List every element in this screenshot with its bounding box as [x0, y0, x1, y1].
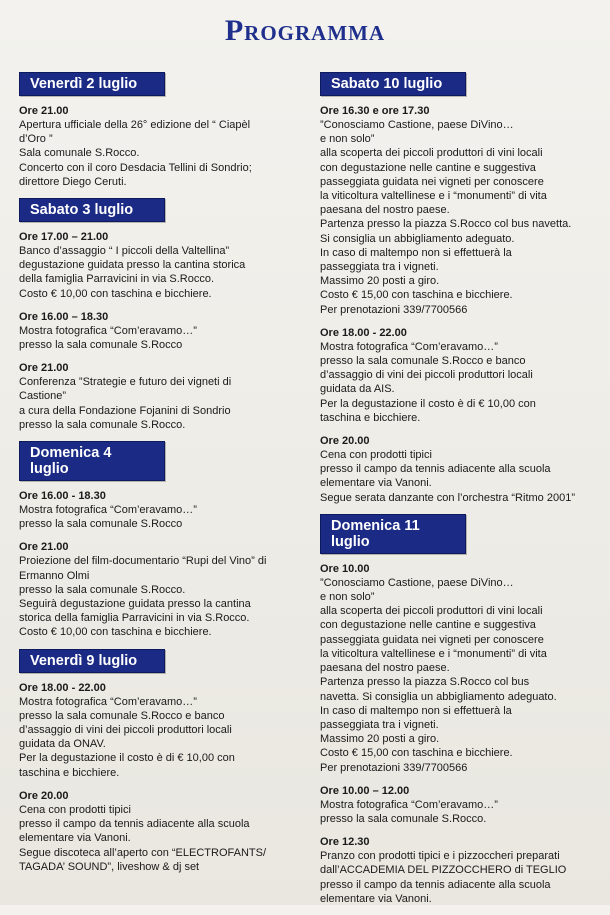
event [19, 489, 299, 531]
event [320, 562, 598, 775]
event-text-line: la viticoltura valtellinese e i “monumenti” di vita [320, 647, 547, 660]
event-text-line: Sala comunale S.Rocco. [19, 147, 140, 160]
event-text-line: Seguirà degustazione guidata presso la cantina [19, 598, 251, 611]
day-header: Venerdì 9 luglio [19, 649, 165, 673]
event [19, 361, 299, 432]
event-text-line: guidata da ONAV. [19, 738, 106, 751]
event-text-line: e non solo” [320, 133, 375, 146]
event-text-line: Costo € 15,00 con taschina e bicchiere. [320, 747, 513, 760]
event-text-line: passeggiata tra i vigneti. [320, 261, 439, 274]
event-time: Ore 20.00 [320, 435, 370, 448]
day-section [320, 514, 598, 906]
event-text-line: guidata da AIS. [320, 383, 395, 396]
event-text-line: Per prenotazioni 339/7700566 [320, 761, 468, 774]
event [19, 540, 299, 639]
event-time: Ore 21.00 [19, 541, 69, 554]
event-text-line: ”Conosciamo Castione, paese DiVino… [320, 119, 514, 131]
event-text-line: Concerto con il coro Desdacia Tellini di Sondrio; [19, 161, 252, 174]
event-text-line: elementare via Vanoni. [19, 832, 131, 845]
event-text-line: Ermanno Olmi [19, 569, 90, 582]
event-text-line: alla scoperta dei piccoli produttori di vini locali [320, 605, 543, 618]
event-text-line: Mostra fotografica “Com’eravamo…” [320, 798, 498, 811]
page-title: Programma [224, 14, 386, 47]
event-text-line: presso la sala comunale S.Rocco. [320, 812, 487, 825]
event-text-line: passeggiata guidata nei vigneti per conoscere [320, 175, 544, 188]
event-text-line: la viticoltura valtellinese e i “monumenti” di vita [320, 190, 547, 203]
event-text-line: Mostra fotografica “Com’eravamo…” [19, 324, 197, 337]
event [320, 104, 598, 317]
event [320, 434, 598, 505]
event-text-line: dall’ACCADEMIA DEL PIZZOCCHERO di TEGLIO [320, 864, 567, 877]
event-text-line: d’assaggio di vini dei piccoli produttori locali [19, 724, 232, 737]
event-text-line: Per prenotazioni 339/7700566 [320, 303, 468, 316]
event-text-line: taschina e bicchiere. [320, 411, 421, 424]
day-section [19, 441, 299, 640]
event-text-line: presso il campo da tennis adiacente alla scuola [320, 878, 551, 891]
left-column [19, 72, 299, 883]
event [19, 230, 299, 301]
event-text-line: Mostra fotografica “Com’eravamo…” [19, 695, 197, 708]
event-text-line: navetta. Si consiglia un abbigliamento adeguato. [320, 690, 557, 703]
event-time: Ore 18.00 - 22.00 [320, 326, 407, 339]
event [19, 104, 299, 189]
event-text-line: elementare via Vanoni. [320, 477, 432, 490]
event-text-line: Segue discoteca all’aperto con “ELECTROFANTS/ [19, 846, 267, 859]
event-text-line: a cura della Fondazione Fojanini di Sondrio [19, 404, 231, 417]
event-time: Ore 18.00 - 22.00 [19, 681, 106, 694]
event-text-line: paesana del nostro paese. [320, 662, 450, 675]
event-text-line: con degustazione nelle cantine e suggestiva [320, 161, 536, 174]
event-text-line: direttore Diego Ceruti. [19, 175, 127, 188]
event-text-line: Conferenza ”Strategie e futuro dei vigneti di [19, 376, 232, 389]
event-time: Ore 16.00 – 18.30 [19, 310, 109, 323]
event-text-line: In caso di maltempo non si effettuerà la [320, 246, 512, 259]
event-text-line: Proiezione del film-documentario “Rupi del Vino” di [19, 555, 267, 568]
event-text-line: d’Oro ” [19, 133, 53, 146]
event-text-line: Banco d’assaggio “ I piccoli della Valtellina” [19, 245, 230, 258]
event-text-line: Mostra fotografica “Com’eravamo…” [320, 340, 498, 353]
event-time: Ore 16.30 e ore 17.30 [320, 105, 430, 117]
event-text-line: Costo € 10,00 con taschina e bicchiere. [19, 287, 212, 300]
day-header: Domenica 4 luglio [19, 441, 165, 481]
event-time: Ore 21.00 [19, 362, 69, 375]
event-text-line: taschina e bicchiere. [19, 766, 120, 779]
event-text-line: Partenza presso la piazza S.Rocco col bus [320, 676, 530, 689]
event-text-line: presso il campo da tennis adiacente alla scuola [320, 463, 551, 476]
event-text-line: Per la degustazione il costo è di € 10,00 con [320, 397, 536, 410]
event-text-line: alla scoperta dei piccoli produttori di vini locali [320, 147, 543, 160]
event-text-line: Costo € 15,00 con taschina e bicchiere. [320, 289, 513, 302]
event-text-line: passeggiata guidata nei vigneti per conoscere [320, 633, 544, 646]
event-text-line: paesana del nostro paese. [320, 204, 450, 217]
event-text-line: d’assaggio di vini dei piccoli produttori locali [320, 369, 533, 382]
day-header: Sabato 10 luglio [320, 72, 466, 96]
event-text-line: storica della famiglia Parravicini in via S.Rocco. [19, 612, 250, 625]
day-section [320, 72, 598, 505]
day-section [19, 72, 299, 189]
event-text-line: In caso di maltempo non si effettuerà la [320, 704, 512, 717]
day-header: Sabato 3 luglio [19, 198, 165, 222]
event-text-line: presso il campo da tennis adiacente alla scuola [19, 818, 250, 831]
event-text-line: presso la sala comunale S.Rocco. [19, 418, 186, 431]
event-text-line: Partenza presso la piazza S.Rocco col bus navetta. [320, 218, 572, 231]
event [320, 835, 598, 906]
event-text-line: Cena con prodotti tipici [320, 449, 432, 462]
event-time: Ore 12.30 [320, 836, 370, 849]
event-text-line: presso la sala comunale S.Rocco e banco [19, 709, 225, 722]
event-time: Ore 21.00 [19, 105, 69, 117]
event-text-line: con degustazione nelle cantine e suggestiva [320, 619, 536, 632]
event-time: Ore 10.00 [320, 562, 370, 575]
event-time: Ore 16.00 - 18.30 [19, 490, 106, 503]
event [320, 784, 598, 826]
event-time: Ore 17.00 – 21.00 [19, 231, 109, 244]
right-column [320, 72, 598, 915]
day-header: Domenica 11 luglio [320, 514, 466, 554]
event-text-line: Per la degustazione il costo è di € 10,00 con [19, 752, 235, 765]
event [19, 310, 299, 352]
event-text-line: Si consiglia un abbigliamento adeguato. [320, 232, 515, 245]
event-text-line: Mostra fotografica “Com’eravamo…” [19, 504, 197, 517]
event-text-line: Castione” [19, 390, 67, 403]
event [19, 789, 299, 874]
event-text-line: TAGADA’ SOUND”, liveshow & dj set [19, 860, 200, 873]
event-text-line: Pranzo con prodotti tipici e i pizzoccheri preparati [320, 850, 560, 863]
event-time: Ore 20.00 [19, 789, 69, 802]
event-text-line: passeggiata tra i vigneti. [320, 718, 439, 731]
day-section [19, 649, 299, 874]
day-header: Venerdì 2 luglio [19, 72, 165, 96]
event-text-line: ”Conosciamo Castione, paese DiVino… [320, 576, 514, 589]
event-text-line: presso la sala comunale S.Rocco [19, 339, 183, 352]
event-text-line: presso la sala comunale S.Rocco e banco [320, 355, 526, 368]
event-text-line: presso la sala comunale S.Rocco [19, 518, 183, 531]
event [19, 681, 299, 780]
event-text-line: Massimo 20 posti a giro. [320, 275, 440, 288]
event [320, 326, 598, 425]
event-text-line: Massimo 20 posti a giro. [320, 733, 440, 746]
event-text-line: Costo € 10,00 con taschina e bicchiere. [19, 626, 212, 639]
event-time: Ore 10.00 – 12.00 [320, 784, 410, 797]
event-text-line: elementare via Vanoni. [320, 892, 432, 905]
event-text-line: degustazione guidata presso la cantina storica [19, 259, 246, 272]
event-text-line: Segue serata danzante con l’orchestra “Ritmo 2001” [320, 491, 575, 504]
event-text-line: e non solo” [320, 591, 375, 604]
day-section [19, 198, 299, 432]
event-text-line: Apertura ufficiale della 26° edizione del “ Ciapèl [19, 119, 251, 131]
event-text-line: della famiglia Parravicini in via S.Rocco. [19, 273, 215, 286]
event-text-line: Cena con prodotti tipici [19, 803, 131, 816]
event-text-line: presso la sala comunale S.Rocco. [19, 583, 186, 596]
